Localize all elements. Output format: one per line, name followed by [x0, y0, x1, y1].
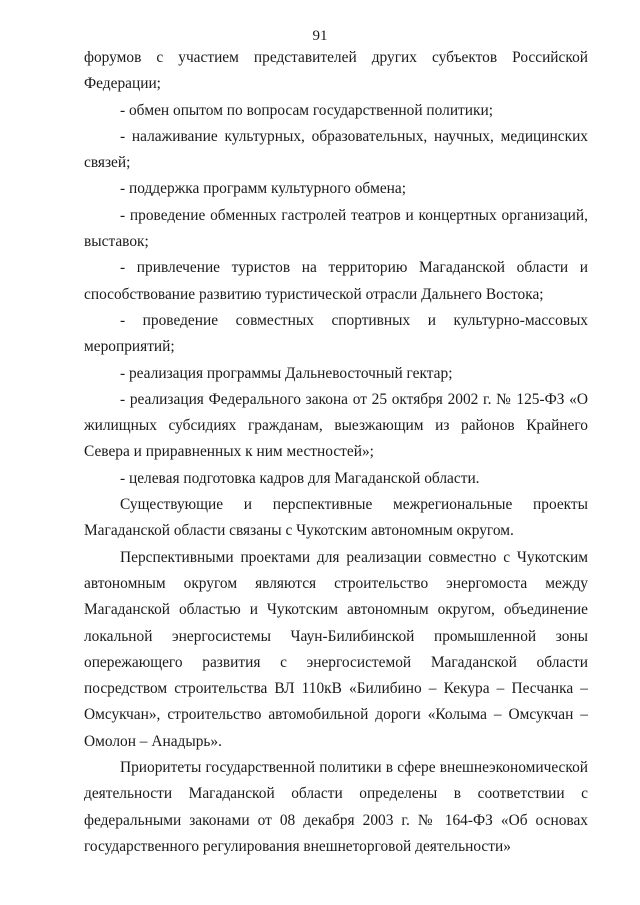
bullet-item: - проведение обменных гастролей театров и концертных организаций, выставок; [84, 206, 588, 251]
document-body [84, 45, 588, 860]
paragraph: Приоритеты государственной политики в сфере внешнеэкономической деятельности Магаданской области определены в соответствии с федеральными законами от 08 декабря 2003 г. № 164-ФЗ «Об основах государственного регулирования внешнеторговой деятельности» [84, 759, 588, 855]
bullet-item: - реализация программы Дальневосточный гектар; [120, 364, 453, 382]
paragraph: Перспективными проектами для реализации совместно с Чукотским автономным округом являются строительство энергомоста между Магаданской областью и Чукотским автономным округом, объединение локальной энергосистемы Чаун-Билибинской промышленной зоны опережающего развития с энергосистемой Магаданской области посредством строительства ВЛ 110кВ «Билибино – Кекура – Песчанка – Омсукчан», строительство автомобильной дороги «Колыма – Омсукчан – Омолон – Анадырь». [84, 548, 588, 750]
bullet-item: - целевая подготовка кадров для Магаданской области. [120, 469, 480, 487]
bullet-item: - проведение совместных спортивных и культурно-массовых мероприятий; [84, 311, 588, 356]
page-number: 91 [312, 28, 328, 44]
paragraph: Существующие и перспективные межрегиональные проекты Магаданской области связаны с Чукотским автономным округом. [84, 496, 588, 540]
paragraph: форумов с участием представителей других субъектов Российской Федерации; [84, 49, 588, 93]
bullet-item: - реализация Федерального закона от 25 октября 2002 г. № 125-ФЗ «О жилищных субсидиях гражданам, выезжающим из районов Крайнего Севера и приравненных к ним местностей»; [84, 390, 588, 461]
bullet-item: - привлечение туристов на территорию Магаданской области и способствование развитию туристической отрасли Дальнего Востока; [84, 259, 588, 303]
bullet-item: - обмен опытом по вопросам государственной политики; [120, 101, 494, 119]
bullet-item: - поддержка программ культурного обмена; [120, 180, 406, 198]
bullet-item: - налаживание культурных, образовательных, научных, медицинских связей; [84, 127, 588, 172]
